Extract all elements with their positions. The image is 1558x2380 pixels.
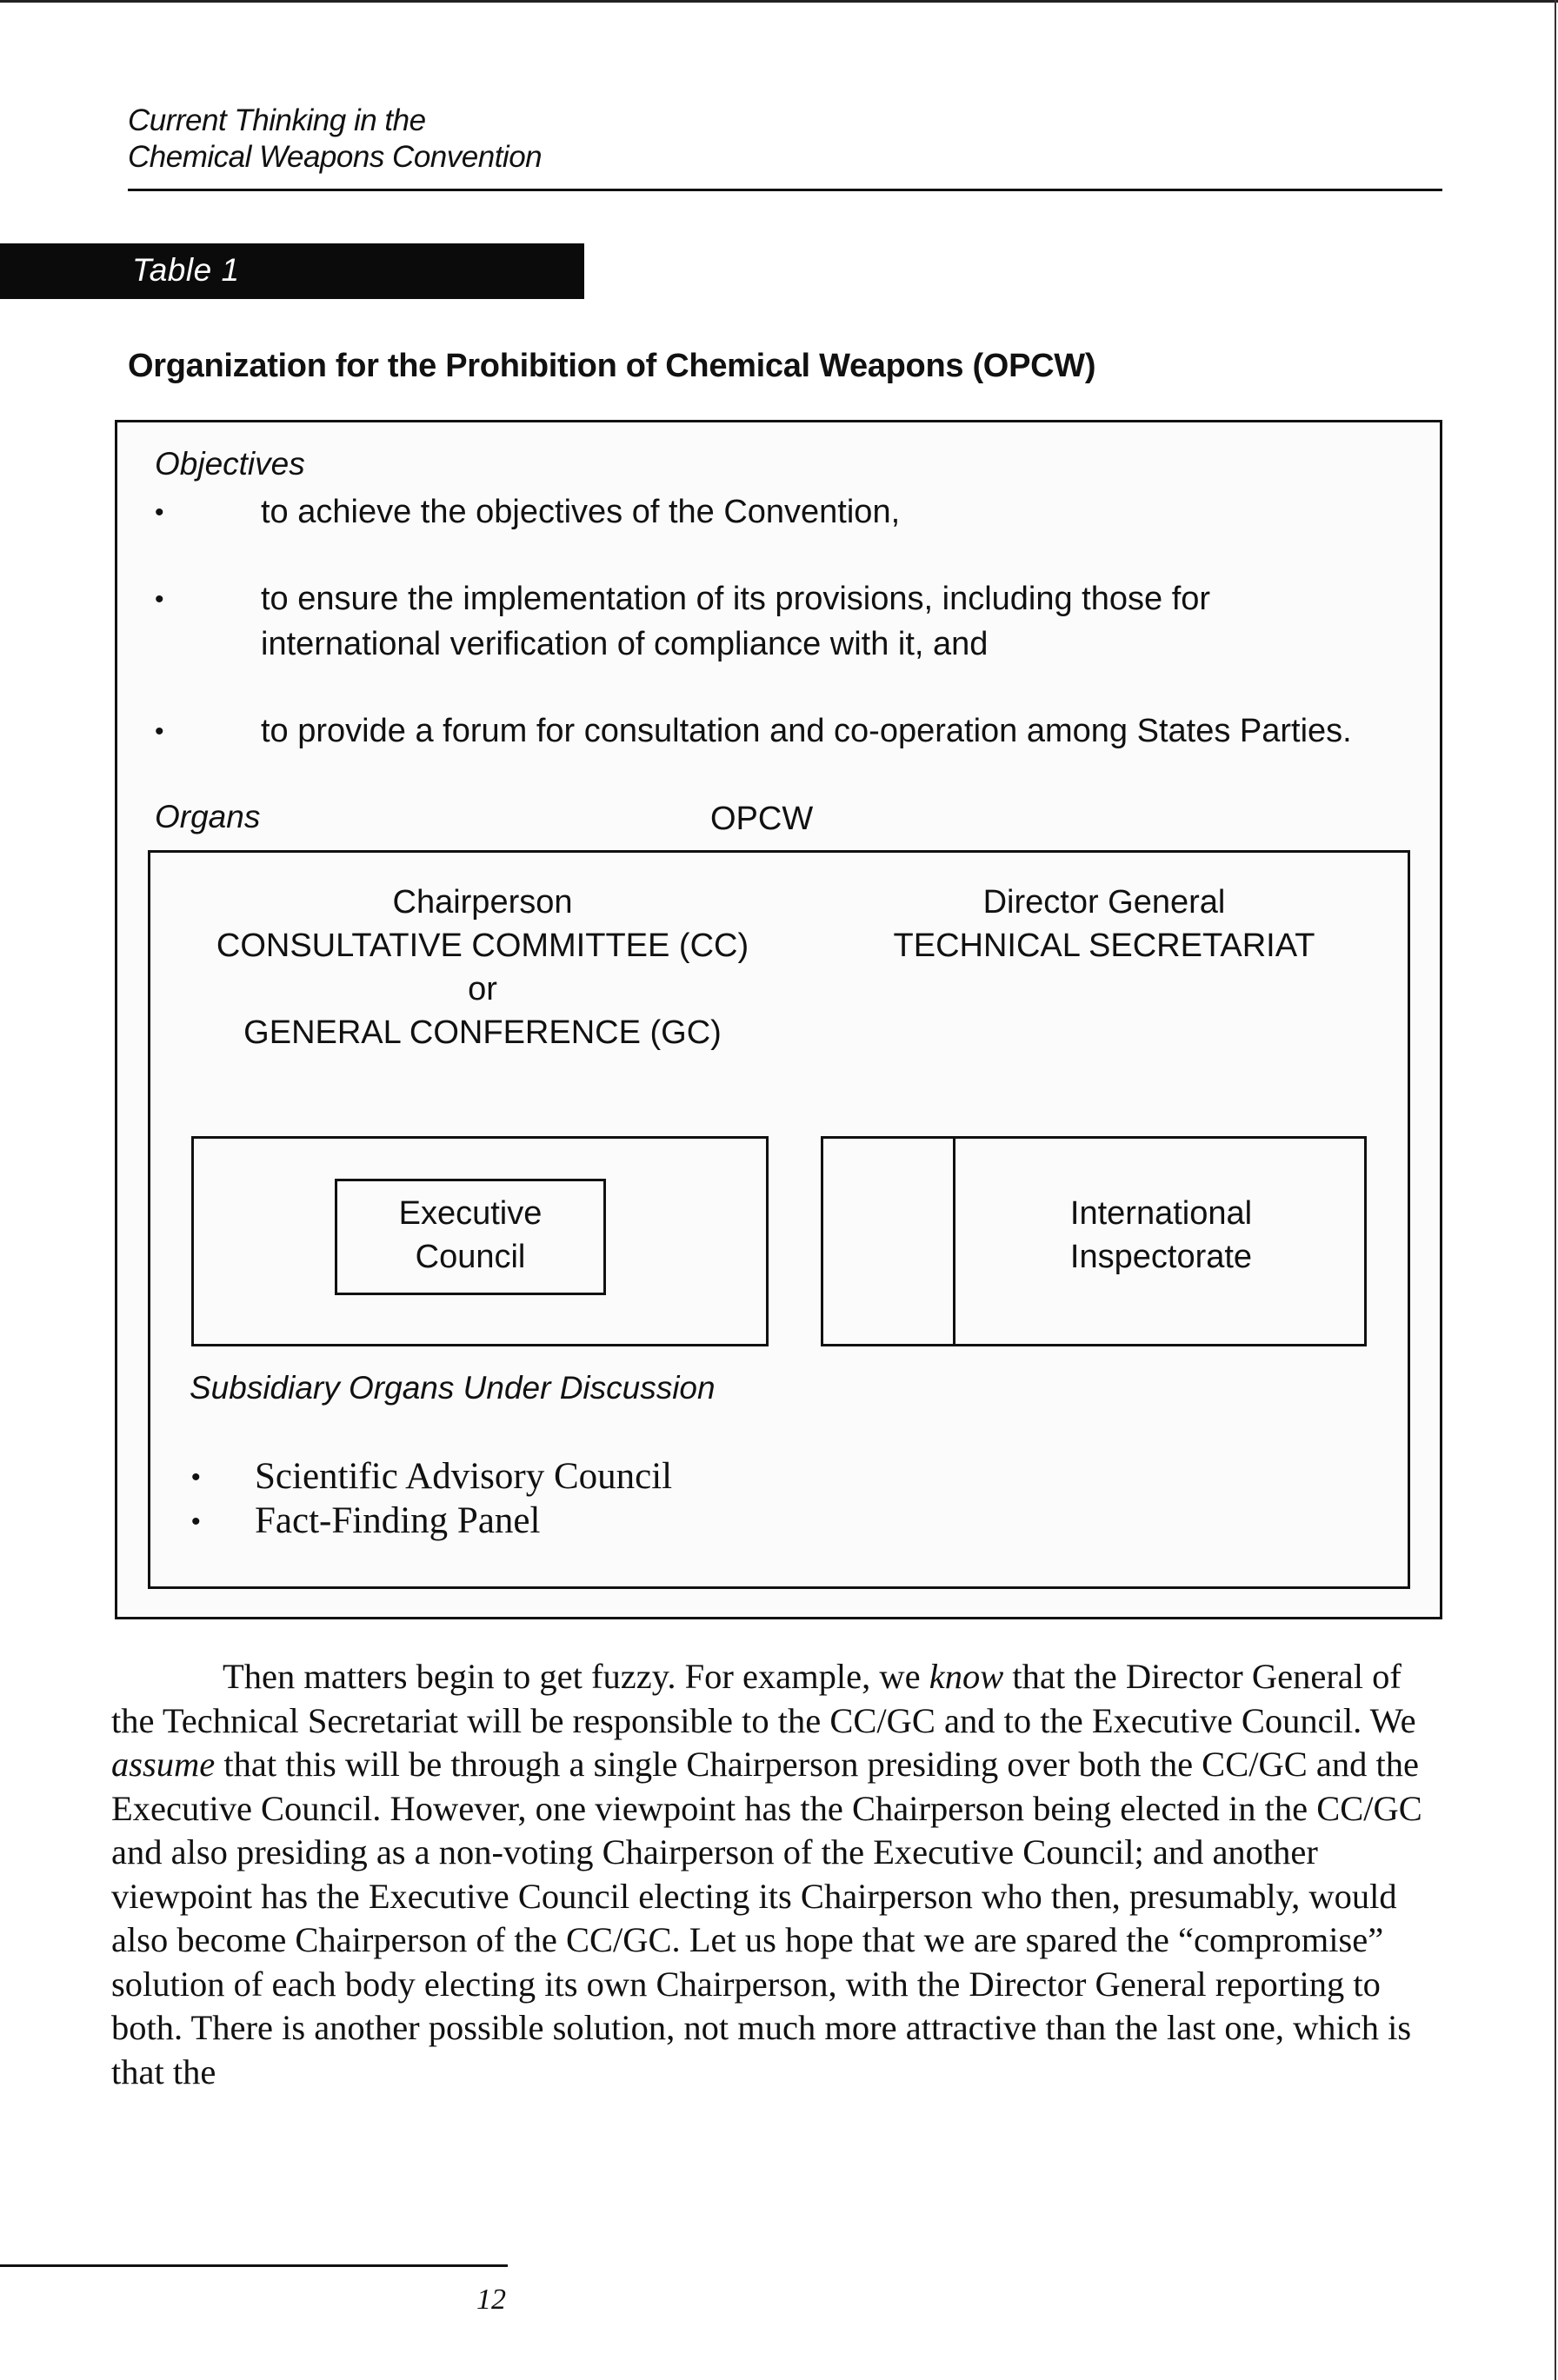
objective-1-line-1: to achieve the objectives of the Convention, bbox=[261, 494, 901, 530]
cc-gc-heading-line-3: or bbox=[468, 971, 497, 1007]
body-emphasis-know: know bbox=[929, 1657, 1004, 1696]
objective-item-3 bbox=[261, 708, 1391, 754]
objective-item-2 bbox=[261, 576, 1391, 667]
table-label: Table 1 bbox=[132, 252, 240, 288]
objective-bullet-1: • bbox=[155, 498, 164, 527]
table-label-bar bbox=[0, 243, 584, 299]
technical-secretariat-heading-line-1: Director General bbox=[982, 884, 1226, 921]
international-inspectorate-line-2: Inspectorate bbox=[1069, 1239, 1253, 1275]
subsidiary-organs-label: Subsidiary Organs Under Discussion bbox=[190, 1370, 716, 1406]
international-inspectorate-line-1: International bbox=[1069, 1195, 1253, 1232]
running-header bbox=[128, 103, 542, 176]
objectives-label: Objectives bbox=[155, 446, 305, 482]
objective-2-line-1: to ensure the implementation of its provisions, including those for bbox=[261, 581, 1211, 617]
executive-council-line-2: Council bbox=[415, 1239, 526, 1275]
page-right-edge bbox=[1555, 0, 1556, 2380]
header-rule bbox=[128, 189, 1442, 191]
executive-council-line-1: Executive bbox=[398, 1195, 543, 1232]
body-paragraph bbox=[111, 1655, 1450, 2094]
objective-bullet-2: • bbox=[155, 585, 164, 614]
technical-secretariat-heading bbox=[869, 881, 1339, 967]
objective-2-line-2: international verification of compliance with it, and bbox=[261, 626, 989, 662]
organs-label: Organs bbox=[155, 799, 261, 834]
body-emphasis-assume: assume bbox=[111, 1745, 216, 1784]
body-text-part-2: that the Director General of the Technical Secretariat will be responsible to the CC/GC and to the Executive Council. We bbox=[111, 1657, 1416, 1740]
running-header-line-1: Current Thinking in the bbox=[128, 103, 426, 137]
subsidiary-item-1: Scientific Advisory Council bbox=[255, 1456, 673, 1497]
subsidiary-item-2: Fact-Finding Panel bbox=[255, 1500, 541, 1541]
executive-council-label bbox=[335, 1192, 606, 1279]
page-number: 12 bbox=[476, 2284, 506, 2316]
cc-gc-heading-line-4: GENERAL CONFERENCE (GC) bbox=[243, 1014, 722, 1051]
running-header-line-2: Chemical Weapons Convention bbox=[128, 140, 543, 174]
objective-item-1 bbox=[261, 489, 1391, 535]
technical-secretariat-heading-line-2: TECHNICAL SECRETARIAT bbox=[893, 927, 1315, 964]
footer-rule bbox=[0, 2264, 508, 2267]
cc-gc-heading bbox=[200, 881, 765, 1054]
subsidiary-bullet-1: • bbox=[191, 1463, 201, 1492]
subsidiary-bullet-2: • bbox=[191, 1507, 201, 1536]
objective-3-line-1: to provide a forum for consultation and co-operation among States Parties. bbox=[261, 713, 1352, 749]
opcw-label: OPCW bbox=[710, 801, 814, 837]
objective-bullet-3: • bbox=[155, 717, 164, 746]
international-inspectorate-label bbox=[955, 1192, 1367, 1279]
cc-gc-heading-line-2: CONSULTATIVE COMMITTEE (CC) bbox=[216, 927, 749, 964]
table-title: Organization for the Prohibition of Chemical Weapons (OPCW) bbox=[128, 348, 1096, 384]
body-text-part-3: that this will be through a single Chairperson presiding over both the CC/GC and the Executive Council. However, one viewpoint has the Chairperson being elected in the CC/GC and also presiding as a non-voting Chairperson of the Executive Council; and another viewpoint has the Executive Council electing its Chairperson who then, presumably, would also become Chairperson of the CC/GC. Let us hope that we are spared the “compromise” solution of each body electing its own Chairperson, with the Director General reporting to both. There is another possible solution, not much more attractive than the last one, which is that the bbox=[111, 1745, 1422, 2091]
body-text-part-1: Then matters begin to get fuzzy. For example, we bbox=[223, 1657, 929, 1696]
cc-gc-heading-line-1: Chairperson bbox=[392, 884, 573, 921]
page-top-edge bbox=[0, 0, 1558, 3]
